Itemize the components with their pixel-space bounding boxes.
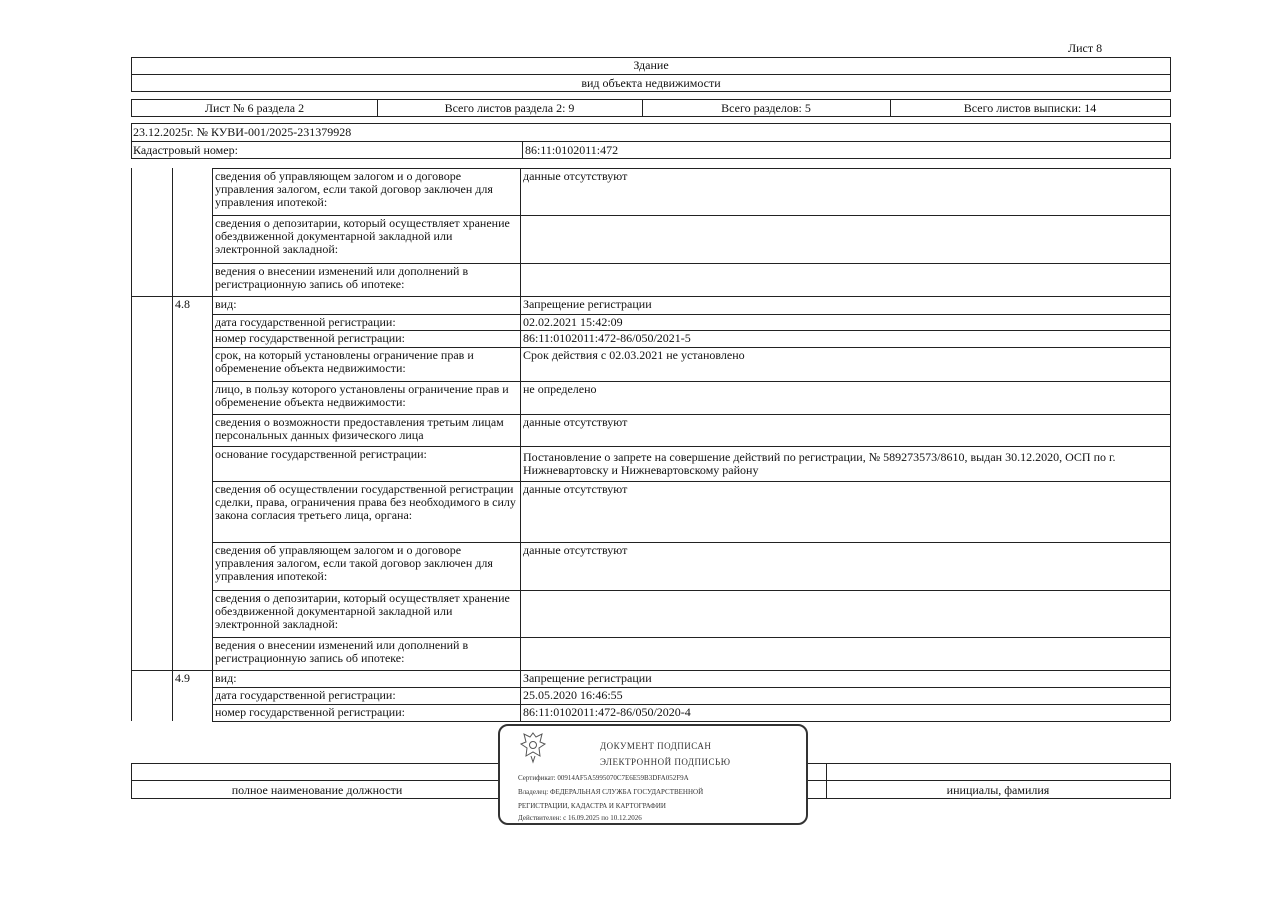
row-value xyxy=(521,591,1170,637)
row-value xyxy=(521,216,1170,263)
stamp-certificate: Сертификат: 00914AF5A5995070C7E6E59B3DFA052F9A xyxy=(518,774,689,782)
row-value xyxy=(521,638,1170,670)
row-value: данные отсутствуют xyxy=(523,482,628,496)
row-label: сведения о депозитарии, который осуществляет хранение обездвиженной документарной закладной или электронной закладной: xyxy=(215,216,510,256)
row-value: Срок действия с 02.03.2021 не установлено xyxy=(523,348,745,362)
cadastral-label: Кадастровый номер: xyxy=(133,143,238,157)
row-label: сведения об управляющем залогом и о договоре управления залогом, если такой договор заключен для управления ипотекой: xyxy=(215,543,493,583)
electronic-signature-stamp xyxy=(498,724,808,825)
row-value xyxy=(521,264,1170,296)
doc-number: 23.12.2025г. № КУВИ-001/2025-231379928 xyxy=(133,125,352,139)
row-label: дата государственной регистрации: xyxy=(215,688,396,702)
row-label: вид: xyxy=(215,297,237,311)
stamp-valid: Действителен: с 16.09.2025 по 10.12.2026 xyxy=(518,814,642,822)
row-label: ведения о внесении изменений или дополнений в регистрационную запись об ипотеке: xyxy=(215,264,469,291)
total-section-sheets: Всего листов раздела 2: 9 xyxy=(444,101,575,115)
row-value: 25.05.2020 16:46:55 xyxy=(523,688,623,702)
row-label: ведения о внесении изменений или дополнений в регистрационную запись об ипотеке: xyxy=(215,638,469,665)
eagle-emblem-icon xyxy=(518,730,548,764)
row-value: Постановление о запрете на совершение действий по регистрации, № 589273573/8610, выдан 30.12.2020, ОСП по г. Нижневартовску и Нижневартовскому району xyxy=(523,450,1116,477)
total-sheets: Всего листов выписки: 14 xyxy=(963,101,1097,115)
row-label: сведения об осуществлении государственной регистрации сделки, права, ограничения права без необходимого в силу закона согласия третьего лица, органа: xyxy=(215,482,516,522)
stamp-subtitle: ЭЛЕКТРОННОЙ ПОДПИСЬЮ xyxy=(600,757,731,767)
row-value: Запрещение регистрации xyxy=(523,297,652,311)
row-label: сведения об управляющем залогом и о договоре управления залогом, если такой договор заключен для управления ипотекой: xyxy=(215,169,493,209)
stamp-owner: Владелец: ФЕДЕРАЛЬНАЯ СЛУЖБА ГОСУДАРСТВЕННОЙ xyxy=(518,788,704,796)
cadastral-value: 86:11:0102011:472 xyxy=(525,143,619,157)
name-caption: инициалы, фамилия xyxy=(946,783,1050,797)
object-type-caption: вид объекта недвижимости xyxy=(581,76,721,90)
row-label: номер государственной регистрации: xyxy=(215,331,405,345)
row-label: лицо, в пользу которого установлены ограничение прав и обременение объекта недвижимости: xyxy=(215,382,509,409)
row-label: номер государственной регистрации: xyxy=(215,705,405,719)
row-label: сведения о депозитарии, который осуществляет хранение обездвиженной документарной закладной или электронной закладной: xyxy=(215,591,510,631)
position-caption: полное наименование должности xyxy=(231,783,403,797)
total-sections: Всего разделов: 5 xyxy=(721,101,811,115)
row-value: данные отсутствуют xyxy=(523,543,628,557)
sheet-section: Лист № 6 раздела 2 xyxy=(204,101,305,115)
row-value: 86:11:0102011:472-86/050/2021-5 xyxy=(523,331,691,345)
stamp-owner-2: РЕГИСТРАЦИИ, КАДАСТРА И КАРТОГРАФИИ xyxy=(518,802,666,810)
row-label: срок, на который установлены ограничение прав и обременение объекта недвижимости: xyxy=(215,348,474,375)
row-label: сведения о возможности предоставления третьим лицам персональных данных физического лица xyxy=(215,415,504,442)
row-label: вид: xyxy=(215,671,237,685)
row-value: не определено xyxy=(523,382,597,396)
row-value: 86:11:0102011:472-86/050/2020-4 xyxy=(523,705,691,719)
record-number-4-9: 4.9 xyxy=(175,671,190,685)
row-value: данные отсутствуют xyxy=(523,169,628,183)
sheet-label: Лист 8 xyxy=(1068,41,1103,55)
record-number-4-8: 4.8 xyxy=(175,297,190,311)
row-label: основание государственной регистрации: xyxy=(215,447,427,461)
stamp-title: ДОКУМЕНТ ПОДПИСАН xyxy=(600,741,712,751)
row-label: дата государственной регистрации: xyxy=(215,315,396,329)
row-value: данные отсутствуют xyxy=(523,415,628,429)
row-value: Запрещение регистрации xyxy=(523,671,652,685)
row-value: 02.02.2021 15:42:09 xyxy=(523,315,623,329)
object-type: Здание xyxy=(633,58,669,72)
